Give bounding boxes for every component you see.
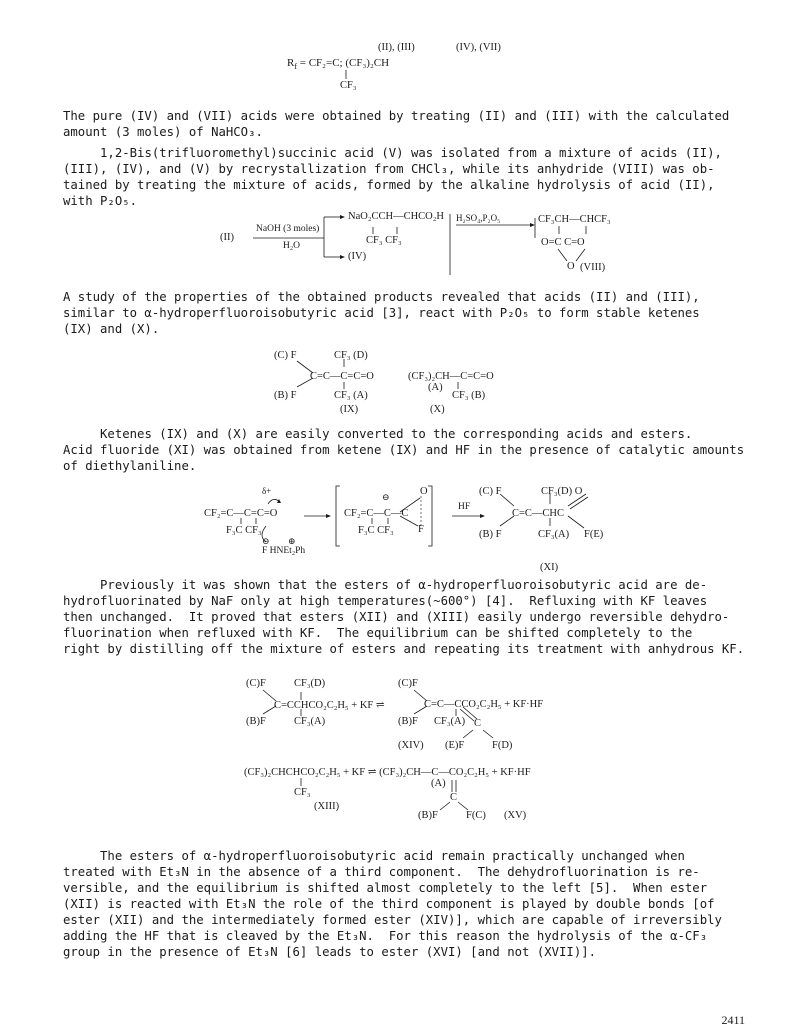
ester14-fd: F(D) xyxy=(492,740,513,751)
ketene9-cf3d: CF₃ (D) xyxy=(334,350,368,361)
scheme2-reagent-bottom: H₂O xyxy=(283,241,301,251)
scheme2-product-bottom: (IV) xyxy=(348,251,367,262)
rf-formula: = CF₂=C; (CF₃)₂CH xyxy=(297,57,390,69)
scheme4-mid-f: F xyxy=(418,524,424,535)
paragraph-5: Previously it was shown that the esters of α-hydroperfluoroisobutyric acid are de- hydrofluorinated by NaF only at high temperatures(~600°) [4]. Refluxing with KF leaves then unchanged. It proved that esters (XII) and (XIII) easily undergo reversible dehydro- fluorination when refluxed with KF. The equilibrium can be shifted completely to the right by distilling off the mixture of esters and repeating its treatment with anhydrous KF. xyxy=(63,578,745,656)
scheme4-fe: F(E) xyxy=(584,529,604,540)
scheme-5 xyxy=(0,670,807,830)
scheme4-mid-chain: CF₂=C—C—C xyxy=(344,508,409,519)
ester12-equation: C=CCHCO₂C₂H₅ + KF ⇌ xyxy=(274,700,385,711)
ester14-ef: (E)F xyxy=(445,740,465,751)
scheme2-reagent-top: NaOH (3 moles) xyxy=(256,224,320,234)
scheme4-cf: (C) F xyxy=(479,486,502,497)
ester13-equation: (CF₃)₂CHCHCO₂C₂H₅ + KF ⇌ (CF₃)₂CH—C—CO₂C₂H₅ + KF·HF xyxy=(244,767,531,778)
scheme4-mid-sub: F₃C CF₃ xyxy=(358,525,394,536)
scheme4-left-sub: F₃C CF₃ xyxy=(226,525,262,536)
scheme3-bonds xyxy=(0,345,807,417)
scheme4-chain: C=C—CHC xyxy=(512,508,565,519)
scheme-3 xyxy=(0,345,807,417)
scheme-2 xyxy=(0,205,807,280)
scheme1-cf3: CF₃ xyxy=(340,80,357,91)
ester12-cf: (C)F xyxy=(246,678,266,689)
scheme4-mid-charge: ⊖ xyxy=(382,492,390,502)
ester12-bf: (B)F xyxy=(246,716,266,727)
paragraph-2: 1,2-Bis(trifluoromethyl)succinic acid (V) was isolated from a mixture of acids (II), (III), (IV), and (V) by recrystallization from CHCl₃, while its anhydride (VIII) was ob- tained by treating the mixture of acids, formed by the alkaline hydrolysis of acid (II), with P₂O₅. xyxy=(63,146,722,208)
ketene10-label: (X) xyxy=(430,404,445,415)
scheme4-left-chain: CF₂=C—C=C=O xyxy=(204,508,278,519)
scheme1-labels-b: (IV), (VII) xyxy=(456,42,501,53)
scheme2-product-top: NaO₂CCH—CHCO₂H xyxy=(348,211,444,222)
ester14-cf: (C)F xyxy=(398,678,418,689)
rf-symbol: R xyxy=(287,57,295,69)
ester15-fc: F(C) xyxy=(466,810,486,821)
scheme4-label11: (XI) xyxy=(540,562,559,573)
scheme4-cation: ⊕ xyxy=(288,536,296,546)
ester14-equation: C=C—CCO₂C₂H₅ + KF·HF xyxy=(424,699,544,710)
ester15-label: (XV) xyxy=(504,810,527,821)
page-number: 2411 xyxy=(721,1013,745,1027)
paragraph-4: Ketenes (IX) and (X) are easily converted to the corresponding acids and esters. Acid fluoride (XI) was obtained from ketene (IX) and HF in the presence of catalytic amounts of diethylaniline. xyxy=(63,427,745,473)
rf-subscript: f xyxy=(294,62,298,72)
ester14-c: C xyxy=(474,718,482,729)
ester12-cf3a: CF₃(A) xyxy=(294,716,326,727)
ester13-cf3: CF₃ xyxy=(294,787,311,798)
ester14-label: (XIV) xyxy=(398,740,424,751)
ester15-bf: (B)F xyxy=(418,810,438,821)
paragraph-3: A study of the properties of the obtained products revealed that acids (II) and (III), similar to α-hydroperfluoroisobutyric acid [3], react with P₂O₅ to form stable ketenes (IX) and (X). xyxy=(63,290,700,336)
ketene9-cf: (C) F xyxy=(274,350,297,361)
scheme2-start: (II) xyxy=(220,232,234,243)
scheme1-bonds xyxy=(0,0,807,100)
scheme-4 xyxy=(0,478,807,573)
scheme2-reagent-2: H₂SO₄,P₂O₅ xyxy=(456,213,501,223)
scheme2-anhydride-top: CF₃CH—CHCF₃ xyxy=(538,214,611,225)
scheme4-cf3a: CF₃(A) xyxy=(538,529,570,540)
ester12-cf3d: CF₃(D) xyxy=(294,678,326,689)
scheme2-product-top-sub: CF₃ CF₃ xyxy=(366,235,402,246)
ketene10-cf3b: CF₃ (B) xyxy=(452,390,486,401)
scheme4-mid-o: O xyxy=(420,486,428,497)
paragraph-6: The esters of α-hydroperfluoroisobutyric acid remain practically unchanged when treated with Et₃N in the absence of a third component. The dehydrofluorination is re- versible, and the equilibrium is shifted almost completely to the left [5]. When ester (XII) is reacted with Et₃N the role of the third component is played by double bonds [of ester (XII) and the intermediately formed ester (XIV)], which are capable of irreversibly adding the HF that is cleaved by the Et₃N. For this reason the hydrolysis of the α-CF₃ group in the presence of Et₃N [6] leads to ester (XVI) [and not (XVII)]. xyxy=(63,849,722,959)
scheme4-ion-pair: F HNEt₂Ph xyxy=(262,546,306,556)
ketene10-a: (A) xyxy=(428,382,443,393)
scheme4-hf: HF xyxy=(458,502,471,512)
scheme4-cf3do: CF₃(D) O xyxy=(541,486,583,497)
ester15-a: (A) xyxy=(431,778,446,789)
ester13-label: (XIII) xyxy=(314,801,340,812)
ester15-c: C xyxy=(450,792,458,803)
scheme-1 xyxy=(0,0,807,100)
scheme4-bonds xyxy=(0,478,807,573)
ester14-cf3a: CF₃(A) xyxy=(434,716,466,727)
paragraph-1: The pure (IV) and (VII) acids were obtained by treating (II) and (III) with the calculated amount (3 moles) of NaHCO₃. xyxy=(63,109,730,139)
scheme4-delta: δ+ xyxy=(262,486,272,496)
ketene10-formula: (CF₃)₂CH—C=C=O xyxy=(408,371,494,382)
scheme2-anhydride-label: (VIII) xyxy=(580,262,606,273)
scheme2-anhydride-mid: O=C C=O xyxy=(541,237,585,248)
scheme1-labels-a: (II), (III) xyxy=(378,42,415,53)
ketene9-bf: (B) F xyxy=(274,390,297,401)
scheme2-anhydride-o: O xyxy=(567,261,575,272)
ketene9-chain: C=C—C=C=O xyxy=(310,371,374,382)
ester14-bf: (B)F xyxy=(398,716,418,727)
ketene9-label: (IX) xyxy=(340,404,359,415)
scheme4-anion: ⊖ xyxy=(262,536,270,546)
ketene9-cf3a: CF₃ (A) xyxy=(334,390,368,401)
scheme4-bf: (B) F xyxy=(479,529,502,540)
